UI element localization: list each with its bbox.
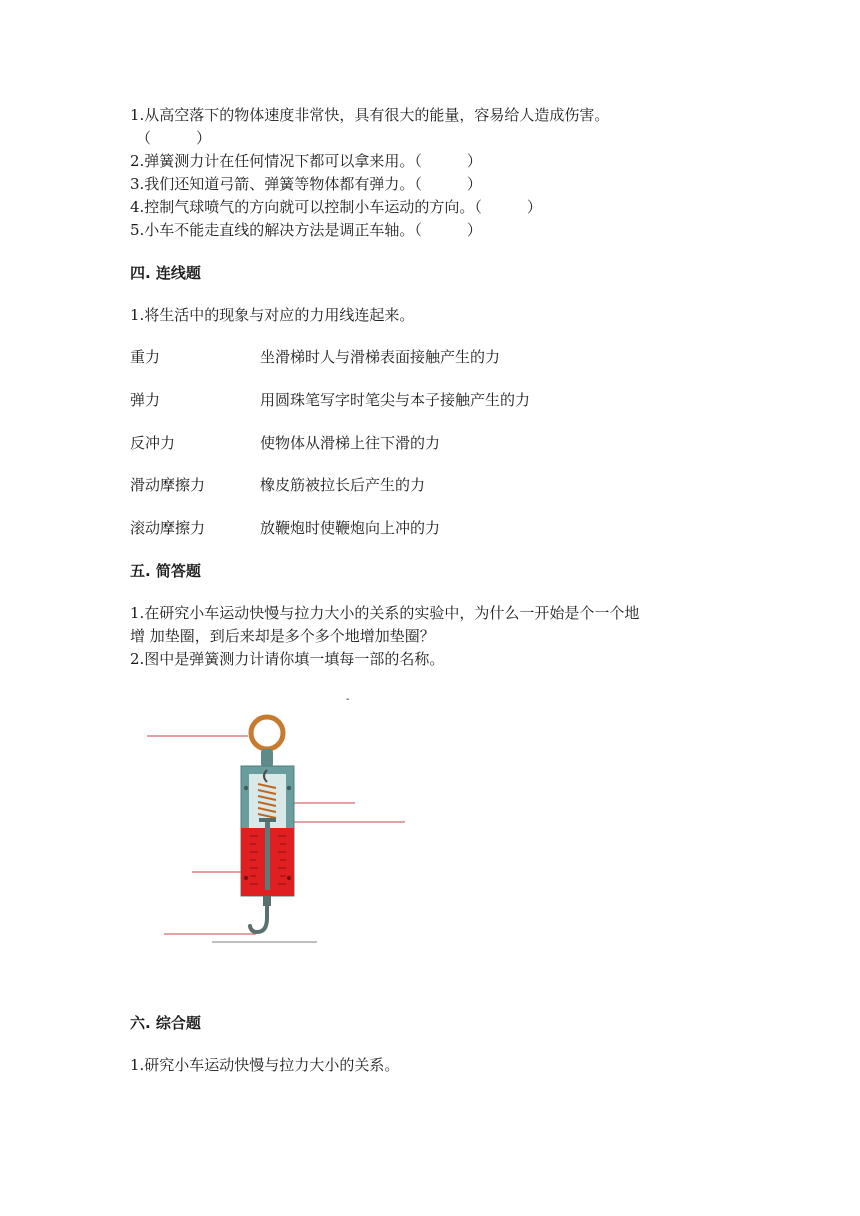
stray-mark: -	[346, 694, 350, 705]
ring-connector	[261, 749, 273, 767]
match-left-item[interactable]: 滚动摩擦力	[130, 519, 206, 537]
judge-answer-paren-1[interactable]: （ ）	[136, 129, 212, 147]
match-right-item[interactable]: 橡皮筋被拉长后产生的力	[260, 476, 426, 494]
section-5-question-1-line-2: 增 加垫圈，到后来却是多个多个地增加垫圈？	[130, 627, 435, 645]
pointer-rod	[265, 818, 270, 890]
match-right-item[interactable]: 放鞭炮时使鞭炮向上冲的力	[260, 519, 441, 537]
hook-icon	[250, 906, 267, 932]
match-right-item[interactable]: 坐滑梯时人与滑梯表面接触产生的力	[260, 348, 501, 366]
judge-question-2: 2.弹簧测力计在任何情况下都可以拿来用。（ ）	[130, 152, 482, 170]
pointer-icon	[259, 818, 276, 822]
match-right-item[interactable]: 使物体从滑梯上往下滑的力	[260, 434, 441, 452]
match-left-item[interactable]: 滑动摩擦力	[130, 476, 206, 494]
section-5-question-2: 2.图中是弹簧测力计请你填一填每一部的名称。	[130, 650, 445, 668]
section-5-question-1-line-1: 1.在研究小车运动快慢与拉力大小的关系的实验中，为什么一开始是个一个地	[130, 604, 640, 622]
judge-question-4: 4.控制气球喷气的方向就可以控制小车运动的方向。（ ）	[130, 198, 542, 216]
match-left-item[interactable]: 重力	[130, 348, 161, 366]
ring-icon	[251, 717, 283, 749]
judge-question-1: 1.从高空落下的物体速度非常快，具有很大的能量，容易给人造成伤害。	[130, 106, 610, 124]
match-left-item[interactable]: 反冲力	[130, 434, 176, 452]
section-4-title: 四. 连线题	[130, 264, 201, 282]
section-6-question-1: 1.研究小车运动快慢与拉力大小的关系。	[130, 1056, 400, 1074]
section-5-title: 五. 简答题	[130, 562, 201, 580]
judge-question-3: 3.我们还知道弓箭、弹簧等物体都有弹力。（ ）	[130, 175, 482, 193]
judge-question-5: 5.小车不能走直线的解决方法是调正车轴。（ ）	[130, 221, 482, 239]
match-right-item[interactable]: 用圆珠笔写字时笔尖与本子接触产生的力	[260, 391, 531, 409]
section-4-intro: 1.将生活中的现象与对应的力用线连起来。	[130, 306, 415, 324]
match-left-item[interactable]: 弹力	[130, 391, 161, 409]
section-6-title: 六. 综合题	[130, 1014, 201, 1032]
